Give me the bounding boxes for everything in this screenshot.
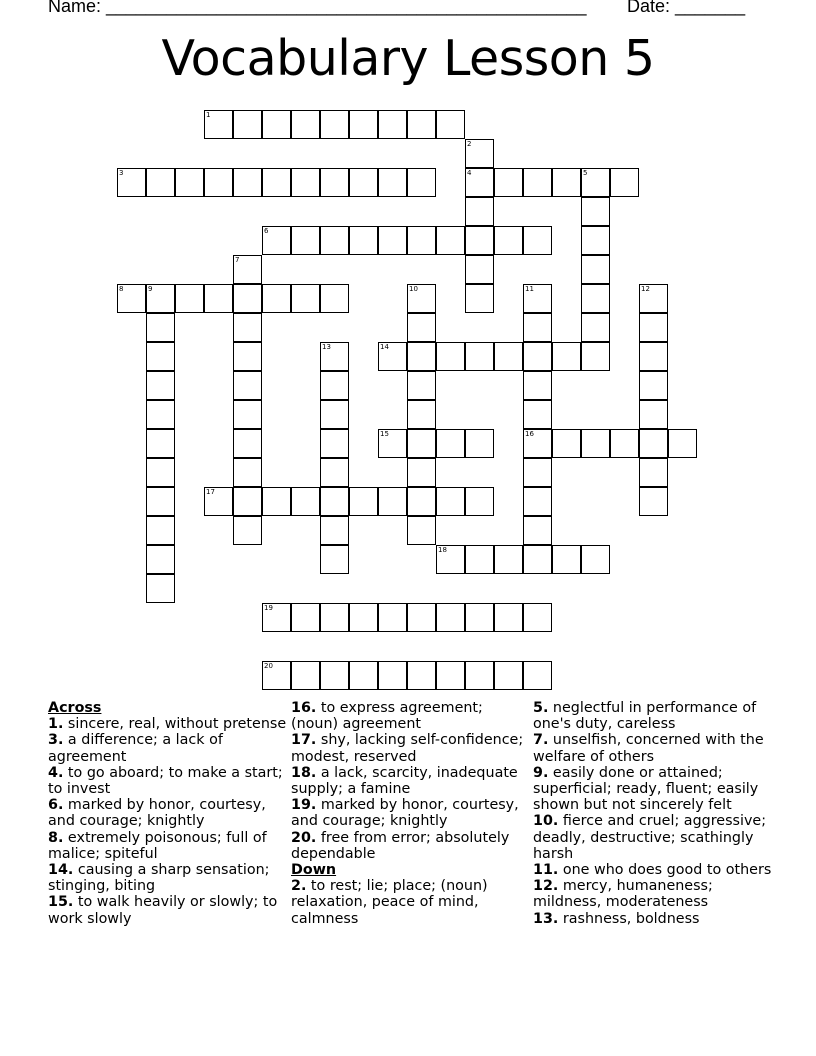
grid-cell[interactable] (146, 168, 175, 197)
clue-item (48, 716, 288, 732)
grid-cell[interactable] (523, 429, 552, 458)
grid-cell[interactable] (523, 661, 552, 690)
grid-cell[interactable] (581, 168, 610, 197)
clue-item-number: 3. (48, 732, 64, 749)
clue-item (291, 765, 531, 797)
grid-cell[interactable] (204, 487, 233, 516)
grid-cell[interactable] (378, 168, 407, 197)
clue-item (48, 765, 288, 797)
clue-item (48, 732, 288, 764)
clue-item-number: 2. (291, 878, 307, 895)
grid-cell[interactable] (117, 168, 146, 197)
grid-cell[interactable] (146, 429, 175, 458)
grid-cell[interactable] (465, 168, 494, 197)
clue-number: 17 (206, 488, 215, 496)
clue-item-number: 1. (48, 716, 64, 733)
grid-cell[interactable] (146, 313, 175, 342)
clue-number: 3 (119, 169, 124, 177)
grid-cell[interactable] (523, 458, 552, 487)
grid-cell[interactable] (233, 255, 262, 284)
clue-item (48, 894, 288, 926)
grid-cell[interactable] (407, 342, 436, 371)
grid-cell[interactable] (552, 342, 581, 371)
grid-cell[interactable] (320, 400, 349, 429)
grid-cell[interactable] (465, 255, 494, 284)
grid-cell[interactable] (378, 429, 407, 458)
grid-cell[interactable] (610, 429, 639, 458)
grid-cell[interactable] (320, 458, 349, 487)
grid-cell[interactable] (291, 110, 320, 139)
grid-cell[interactable] (233, 342, 262, 371)
clue-item (291, 700, 531, 732)
clue-item-number: 9. (533, 764, 549, 781)
page-title: Vocabulary Lesson 5 (161, 30, 655, 87)
grid-cell[interactable] (639, 284, 668, 313)
clue-item (533, 862, 773, 878)
grid-cell[interactable] (320, 545, 349, 574)
grid-cell[interactable] (494, 661, 523, 690)
clue-item (48, 797, 288, 829)
grid-cell[interactable] (581, 284, 610, 313)
clue-number: 16 (525, 430, 534, 438)
grid-cell[interactable] (349, 226, 378, 255)
grid-cell[interactable] (117, 284, 146, 313)
clue-item (291, 878, 531, 927)
clue-number: 10 (409, 285, 418, 293)
clue-item-text: rashness, boldness (558, 910, 700, 927)
grid-cell[interactable] (436, 342, 465, 371)
grid-cell[interactable] (146, 400, 175, 429)
grid-cell[interactable] (262, 603, 291, 632)
clue-number: 7 (235, 256, 240, 264)
grid-cell[interactable] (465, 487, 494, 516)
grid-cell[interactable] (204, 284, 233, 313)
grid-cell[interactable] (233, 284, 262, 313)
clue-item (533, 765, 773, 814)
grid-cell[interactable] (523, 516, 552, 545)
clue-item-text: marked by honor, courtesy, and courage; knightly (48, 797, 266, 830)
clue-item-text: mercy, humaneness; mildness, moderateness (533, 878, 713, 911)
grid-cell[interactable] (639, 342, 668, 371)
clue-item-number: 18. (291, 764, 317, 781)
grid-cell[interactable] (639, 371, 668, 400)
grid-cell[interactable] (146, 458, 175, 487)
grid-cell[interactable] (291, 603, 320, 632)
grid-cell[interactable] (465, 661, 494, 690)
grid-cell[interactable] (233, 400, 262, 429)
clue-item-text: causing a sharp sensation; stinging, biting (48, 862, 270, 895)
grid-cell[interactable] (320, 661, 349, 690)
grid-cell[interactable] (349, 168, 378, 197)
grid-cell[interactable] (146, 284, 175, 313)
clue-item-number: 6. (48, 797, 64, 814)
grid-cell[interactable] (320, 168, 349, 197)
clue-item-number: 13. (533, 910, 559, 927)
grid-cell[interactable] (407, 284, 436, 313)
grid-cell[interactable] (320, 226, 349, 255)
grid-cell[interactable] (146, 487, 175, 516)
clue-number: 4 (467, 169, 472, 177)
clue-item (291, 797, 531, 829)
grid-cell[interactable] (262, 487, 291, 516)
grid-cell[interactable] (407, 110, 436, 139)
grid-cell[interactable] (175, 168, 204, 197)
grid-cell[interactable] (465, 603, 494, 632)
grid-cell[interactable] (436, 226, 465, 255)
clue-item-text: unselfish, concerned with the welfare of others (533, 732, 764, 765)
grid-cell[interactable] (407, 400, 436, 429)
grid-cell[interactable] (610, 168, 639, 197)
grid-cell[interactable] (291, 226, 320, 255)
grid-cell[interactable] (233, 487, 262, 516)
grid-cell[interactable] (262, 110, 291, 139)
grid-cell[interactable] (320, 110, 349, 139)
grid-cell[interactable] (523, 545, 552, 574)
grid-cell[interactable] (407, 458, 436, 487)
grid-cell[interactable] (465, 284, 494, 313)
grid-cell[interactable] (378, 661, 407, 690)
clue-column-2 (291, 700, 531, 927)
grid-cell[interactable] (407, 603, 436, 632)
clue-item (533, 700, 773, 732)
clue-number: 9 (148, 285, 153, 293)
clue-column-1 (48, 700, 288, 927)
clue-item-number: 11. (533, 862, 559, 879)
grid-cell[interactable] (233, 458, 262, 487)
grid-cell[interactable] (465, 545, 494, 574)
clue-item-text: a difference; a lack of agreement (48, 732, 223, 765)
grid-cell[interactable] (204, 110, 233, 139)
clue-item-text: extremely poisonous; full of malice; spiteful (48, 829, 267, 862)
grid-cell[interactable] (407, 226, 436, 255)
clue-item-text: shy, lacking self-confidence; modest, reserved (291, 732, 524, 765)
clue-item (291, 830, 531, 862)
grid-cell[interactable] (436, 661, 465, 690)
grid-cell[interactable] (581, 545, 610, 574)
grid-cell[interactable] (552, 429, 581, 458)
clue-item (533, 911, 773, 927)
grid-cell[interactable] (523, 342, 552, 371)
grid-cell[interactable] (262, 284, 291, 313)
grid-cell[interactable] (378, 110, 407, 139)
clue-number: 18 (438, 546, 447, 554)
grid-cell[interactable] (581, 197, 610, 226)
grid-cell[interactable] (349, 487, 378, 516)
clue-item (533, 878, 773, 910)
clue-number: 2 (467, 140, 472, 148)
clue-item-text: free from error; absolutely dependable (291, 829, 510, 862)
grid-cell[interactable] (494, 342, 523, 371)
grid-cell[interactable] (320, 487, 349, 516)
name-field-label: Name: ________________________________________________ (48, 0, 587, 16)
grid-cell[interactable] (407, 313, 436, 342)
grid-cell[interactable] (407, 168, 436, 197)
grid-cell[interactable] (320, 603, 349, 632)
clue-item-text: to go aboard; to make a start; to invest (48, 764, 283, 798)
grid-cell[interactable] (465, 139, 494, 168)
grid-cell[interactable] (494, 226, 523, 255)
grid-cell[interactable] (465, 429, 494, 458)
clue-number: 20 (264, 662, 273, 670)
grid-cell[interactable] (233, 371, 262, 400)
grid-cell[interactable] (639, 313, 668, 342)
clue-number: 6 (264, 227, 269, 235)
grid-cell[interactable] (494, 168, 523, 197)
clue-item-number: 5. (533, 700, 549, 716)
grid-cell[interactable] (146, 371, 175, 400)
clue-number: 13 (322, 343, 331, 351)
clue-item-number: 19. (291, 797, 317, 814)
grid-cell[interactable] (523, 284, 552, 313)
grid-cell[interactable] (523, 400, 552, 429)
grid-cell[interactable] (146, 574, 175, 603)
grid-cell[interactable] (494, 603, 523, 632)
grid-cell[interactable] (262, 226, 291, 255)
grid-cell[interactable] (146, 545, 175, 574)
grid-cell[interactable] (378, 226, 407, 255)
grid-cell[interactable] (465, 197, 494, 226)
grid-cell[interactable] (465, 342, 494, 371)
grid-cell[interactable] (523, 226, 552, 255)
clue-item-number: 20. (291, 829, 317, 846)
clue-number: 12 (641, 285, 650, 293)
clue-item (533, 813, 773, 862)
grid-cell[interactable] (146, 516, 175, 545)
clue-number: 19 (264, 604, 273, 612)
grid-cell[interactable] (291, 284, 320, 313)
grid-cell[interactable] (233, 110, 262, 139)
clue-item-number: 12. (533, 878, 559, 895)
clue-number: 8 (119, 285, 124, 293)
grid-cell[interactable] (291, 487, 320, 516)
down-heading: Down (291, 862, 337, 879)
clue-item (48, 862, 288, 894)
clue-item (291, 732, 531, 764)
clue-item-text: sincere, real, without pretense (63, 716, 287, 733)
clue-item-text: to walk heavily or slowly; to work slowly (48, 894, 278, 927)
grid-cell[interactable] (262, 168, 291, 197)
grid-cell[interactable] (581, 342, 610, 371)
grid-cell[interactable] (639, 429, 668, 458)
date-field-label: Date: _______ (627, 0, 746, 16)
grid-cell[interactable] (552, 168, 581, 197)
grid-cell[interactable] (523, 168, 552, 197)
grid-cell[interactable] (320, 342, 349, 371)
clue-number: 5 (583, 169, 588, 177)
grid-cell[interactable] (465, 226, 494, 255)
clue-item (48, 830, 288, 862)
grid-cell[interactable] (523, 603, 552, 632)
grid-cell[interactable] (320, 284, 349, 313)
clue-item-number: 15. (48, 894, 74, 911)
grid-cell[interactable] (320, 371, 349, 400)
grid-cell[interactable] (494, 545, 523, 574)
across-heading: Across (48, 700, 102, 716)
clue-item-text: to rest; lie; place; (noun) relaxation, peace of mind, calmness (291, 878, 488, 927)
grid-cell[interactable] (668, 429, 697, 458)
grid-cell[interactable] (639, 458, 668, 487)
grid-cell[interactable] (639, 487, 668, 516)
grid-cell[interactable] (378, 487, 407, 516)
grid-cell[interactable] (407, 371, 436, 400)
grid-cell[interactable] (320, 429, 349, 458)
grid-cell[interactable] (233, 429, 262, 458)
grid-cell[interactable] (349, 110, 378, 139)
grid-cell[interactable] (320, 516, 349, 545)
clue-item-text: neglectful in performance of one's duty, careless (533, 700, 757, 733)
grid-cell[interactable] (436, 487, 465, 516)
clue-item-number: 10. (533, 813, 559, 830)
grid-cell[interactable] (407, 487, 436, 516)
grid-cell[interactable] (523, 487, 552, 516)
clue-item-number: 16. (291, 700, 317, 716)
grid-cell[interactable] (436, 545, 465, 574)
grid-cell[interactable] (407, 429, 436, 458)
grid-cell[interactable] (291, 661, 320, 690)
clue-item-number: 17. (291, 732, 317, 749)
clue-number: 11 (525, 285, 534, 293)
clue-item-text: marked by honor, courtesy, and courage; knightly (291, 797, 519, 830)
grid-cell[interactable] (378, 603, 407, 632)
clue-item-number: 14. (48, 862, 74, 879)
grid-cell[interactable] (349, 661, 378, 690)
grid-cell[interactable] (523, 371, 552, 400)
grid-cell[interactable] (407, 661, 436, 690)
clue-column-3 (533, 700, 773, 927)
grid-cell[interactable] (436, 603, 465, 632)
clue-item-number: 8. (48, 829, 64, 846)
grid-cell[interactable] (349, 603, 378, 632)
grid-cell[interactable] (146, 342, 175, 371)
clue-item-text: one who does good to others (558, 862, 772, 879)
clue-number: 1 (206, 111, 211, 119)
clue-number: 15 (380, 430, 389, 438)
grid-cell[interactable] (291, 168, 320, 197)
clue-item-text: fierce and cruel; aggressive; deadly, destructive; scathingly harsh (533, 813, 767, 862)
grid-cell[interactable] (436, 110, 465, 139)
grid-cell[interactable] (552, 545, 581, 574)
grid-cell[interactable] (378, 342, 407, 371)
clue-number: 14 (380, 343, 389, 351)
clue-item (533, 732, 773, 764)
clue-item-text: a lack, scarcity, inadequate supply; a famine (291, 764, 518, 798)
grid-cell[interactable] (523, 313, 552, 342)
grid-cell[interactable] (407, 516, 436, 545)
clue-item-text: easily done or attained; superficial; ready, fluent; easily shown but not sincerely felt (533, 764, 759, 814)
grid-cell[interactable] (204, 168, 233, 197)
clue-item-number: 7. (533, 732, 549, 749)
grid-cell[interactable] (581, 255, 610, 284)
grid-cell[interactable] (262, 661, 291, 690)
grid-cell[interactable] (436, 429, 465, 458)
grid-cell[interactable] (175, 284, 204, 313)
clue-item-number: 4. (48, 764, 64, 781)
grid-cell[interactable] (581, 313, 610, 342)
grid-cell[interactable] (233, 313, 262, 342)
grid-cell[interactable] (233, 168, 262, 197)
grid-cell[interactable] (233, 516, 262, 545)
grid-cell[interactable] (581, 226, 610, 255)
clue-item-text: to express agreement; (noun) agreement (291, 700, 483, 733)
grid-cell[interactable] (581, 429, 610, 458)
grid-cell[interactable] (639, 400, 668, 429)
